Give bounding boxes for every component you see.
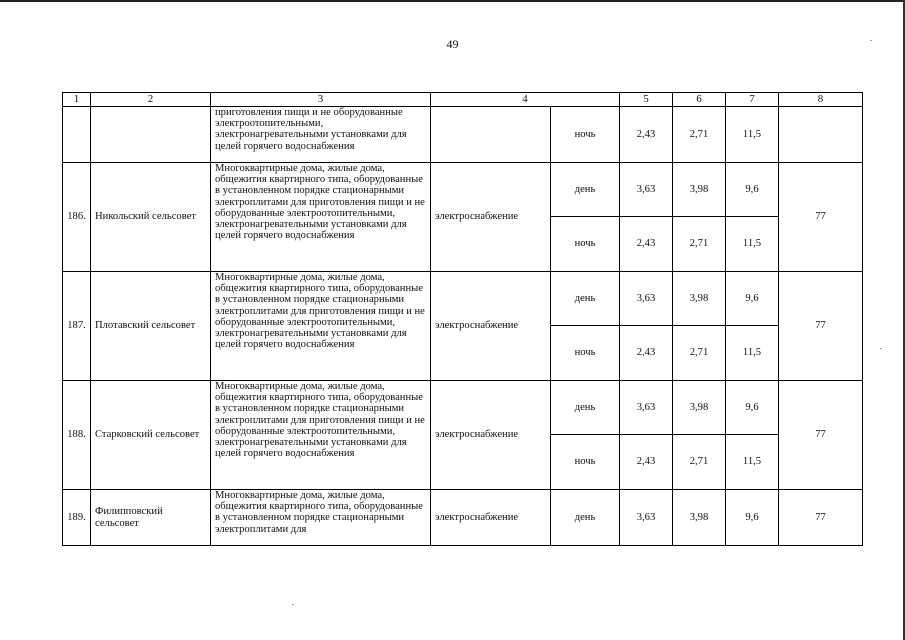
value-col6: 2,71 [673, 217, 726, 272]
value-col6: 3,98 [673, 163, 726, 217]
page-number: 49 [446, 37, 459, 51]
row-number: 187. [63, 272, 91, 381]
category-cell: Многоквартирные дома, жилые дома, общежития квартирного типа, оборудованные в установленном порядке стационарными электроплитами для приготовления пищи и не оборудованные электроотопительными, электронагревательными установками для целей горячего водоснабжения [211, 381, 431, 490]
page-top-border [0, 0, 905, 2]
header-col-5: 5 [620, 93, 673, 107]
service-cell: электроснабжение [431, 381, 551, 490]
row-number: 186. [63, 163, 91, 272]
row-number: 188. [63, 381, 91, 490]
category-cell: Многоквартирные дома, жилые дома, общежития квартирного типа, оборудованные в установленном порядке стационарными электроплитами для приготовления пищи и не оборудованные электроотопительными, электронагревательными установками для целей горячего водоснабжения [211, 163, 431, 272]
category-cell: Многоквартирные дома, жилые дома, общежития квартирного типа, оборудованные в установленном порядке стационарными электроплитами для приготовления пищи и не оборудованные электроотопительными, электронагревательными установками для целей горячего водоснабжения [211, 272, 431, 381]
table-row [63, 163, 863, 217]
value-col6: 3,98 [673, 272, 726, 326]
value-col5: 3,63 [620, 490, 673, 546]
value-col5: 3,63 [620, 381, 673, 435]
table-row [63, 381, 863, 435]
cell-empty [779, 107, 863, 163]
service-cell: электроснабжение [431, 163, 551, 272]
header-col-3: 3 [211, 93, 431, 107]
table-row [63, 490, 863, 546]
period-night: ночь [551, 217, 620, 272]
header-row [63, 93, 863, 107]
settlement-name: Филипповский сельсовет [91, 490, 211, 546]
scan-speck [292, 604, 294, 605]
value-col6: 2,71 [673, 326, 726, 381]
tariff-table [62, 92, 863, 546]
value-col5: 2,43 [620, 326, 673, 381]
category-cell: приготовления пищи и не оборудованные электроотопительными, электронагревательными установками для целей горячего водоснабжения [211, 107, 431, 163]
value-col7: 11,5 [726, 217, 779, 272]
header-col-1: 1 [63, 93, 91, 107]
service-cell: электроснабжение [431, 272, 551, 381]
value-col8: 77 [779, 381, 863, 490]
continuation-row [63, 107, 863, 163]
value-col7: 9,6 [726, 272, 779, 326]
value-col7: 9,6 [726, 381, 779, 435]
value-col8: 77 [779, 163, 863, 272]
settlement-name: Никольский сельсовет [91, 163, 211, 272]
value-col8: 77 [779, 272, 863, 381]
value-col5: 3,63 [620, 272, 673, 326]
cell-empty [91, 107, 211, 163]
header-col-4: 4 [431, 93, 620, 107]
value-col7: 11,5 [726, 107, 779, 163]
value-col6: 3,98 [673, 490, 726, 546]
value-col8: 77 [779, 490, 863, 546]
header-col-7: 7 [726, 93, 779, 107]
value-col6: 3,98 [673, 381, 726, 435]
value-col7: 9,6 [726, 490, 779, 546]
period-day: день [551, 163, 620, 217]
value-col5: 3,63 [620, 163, 673, 217]
value-col7: 9,6 [726, 163, 779, 217]
period-night: ночь [551, 435, 620, 490]
value-col5: 2,43 [620, 107, 673, 163]
value-col7: 11,5 [726, 435, 779, 490]
value-col5: 2,43 [620, 435, 673, 490]
value-col6: 2,71 [673, 107, 726, 163]
period-day: день [551, 490, 620, 546]
settlement-name: Плотавский сельсовет [91, 272, 211, 381]
period-cell: ночь [551, 107, 620, 163]
header-col-8: 8 [779, 93, 863, 107]
period-day: день [551, 272, 620, 326]
value-col7: 11,5 [726, 326, 779, 381]
period-day: день [551, 381, 620, 435]
category-cell: Многоквартирные дома, жилые дома, общежития квартирного типа, оборудованные в установленном порядке стационарными электроплитами для [211, 490, 431, 546]
table-row [63, 272, 863, 326]
value-col6: 2,71 [673, 435, 726, 490]
cell-empty [63, 107, 91, 163]
row-number: 189. [63, 490, 91, 546]
header-col-6: 6 [673, 93, 726, 107]
cell-empty [431, 107, 551, 163]
scan-speck [880, 348, 882, 349]
header-col-2: 2 [91, 93, 211, 107]
settlement-name: Старковский сельсовет [91, 381, 211, 490]
service-cell: электроснабжение [431, 490, 551, 546]
period-night: ночь [551, 326, 620, 381]
value-col5: 2,43 [620, 217, 673, 272]
